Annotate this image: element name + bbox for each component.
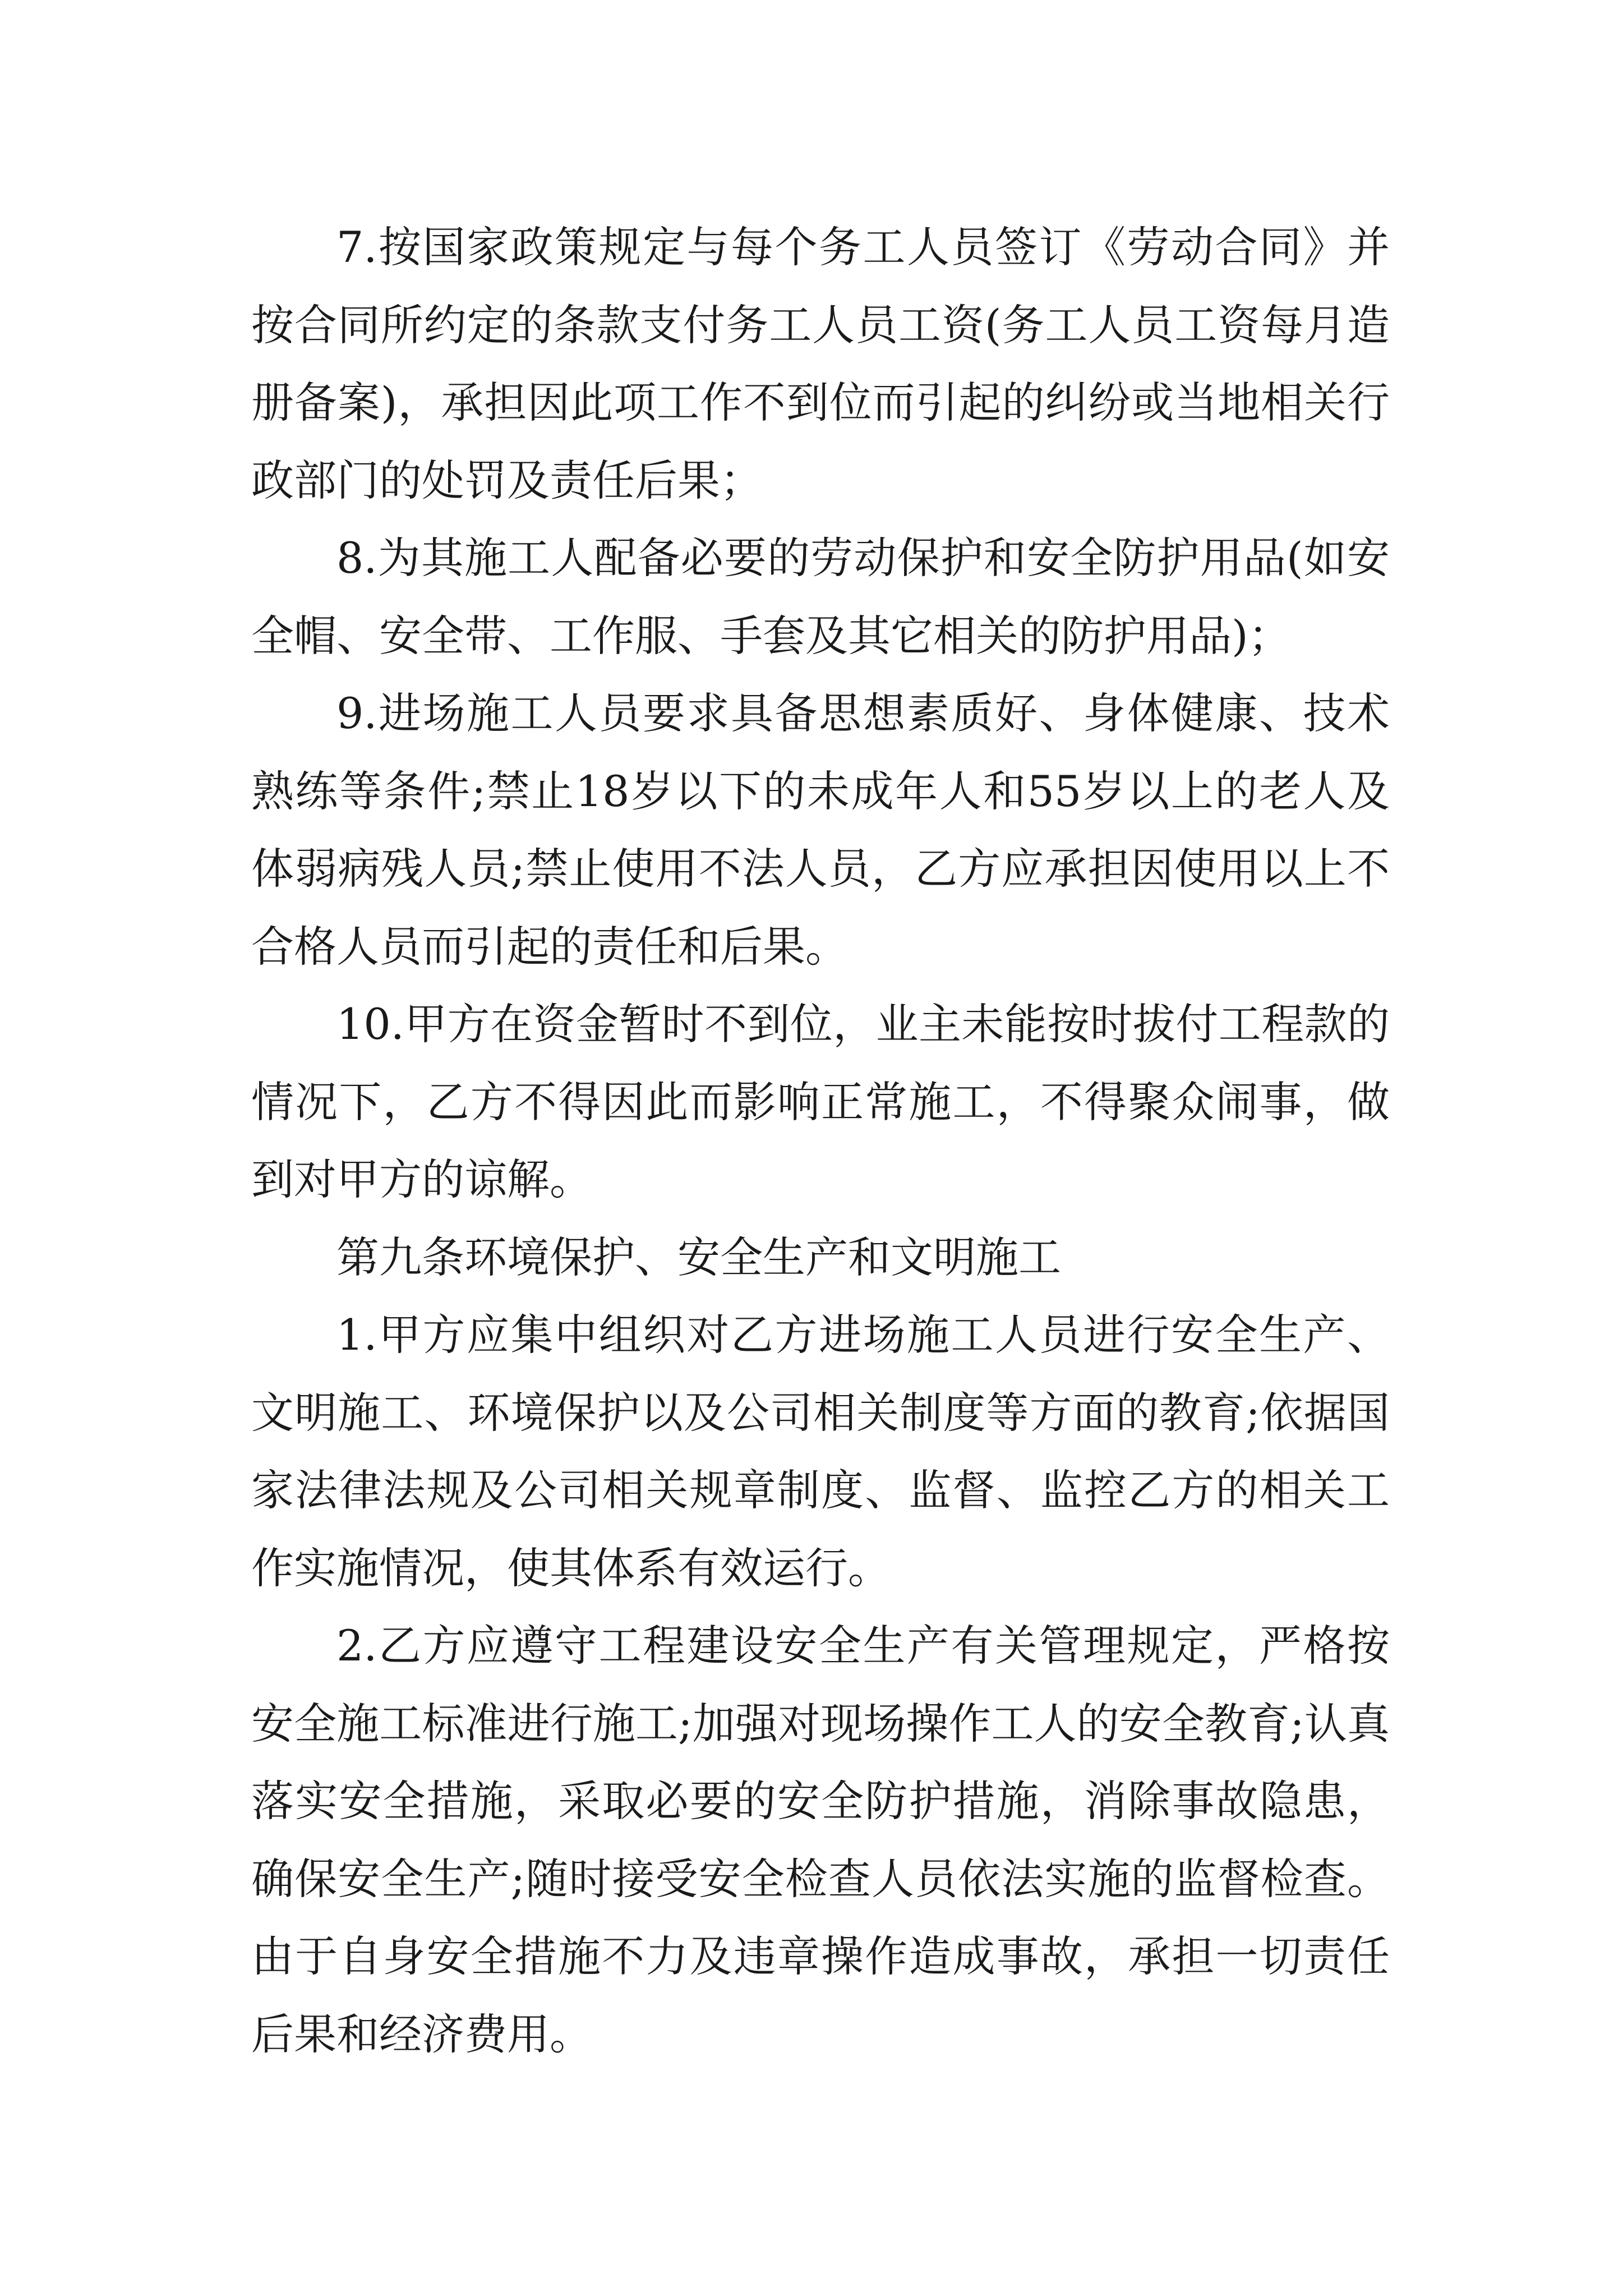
paragraph-item-10: 10.甲方在资金暂时不到位，业主未能按时拔付工程款的情况下，乙方不得因此而影响正常施工，不得聚众闹事，做到对甲方的谅解。 xyxy=(251,999,1390,1204)
paragraph-item-7: 7.按国家政策规定与每个务工人员签订《劳动合同》并按合同所约定的条款支付务工人员工资(务工人员工资每月造册备案)，承担因此项工作不到位而引起的纠纷或当地相关行政部门的处罚及责任后果； xyxy=(251,222,1390,505)
paragraph-item-1: 1.甲方应集中组织对乙方进场施工人员进行安全生产、文明施工、环境保护以及公司相关制度等方面的教育;依据国家法律法规及公司相关规章制度、监督、监控乙方的相关工作实施情况，使其体系有效运行。 xyxy=(251,1310,1390,1593)
section-heading-article-9: 第九条环境保护、安全生产和文明施工 xyxy=(336,1232,1061,1282)
document-body xyxy=(251,209,1390,2073)
paragraph-item-2: 2.乙方应遵守工程建设安全生产有关管理规定，严格按安全施工标准进行施工;加强对现场操作工人的安全教育;认真落实安全措施，采取必要的安全防护措施，消除事故隐患，确保安全生产;随时接受安全检查人员依法实施的监督检查。由于自身安全措施不力及违章操作造成事故，承担一切责任后果和经济费用。 xyxy=(251,1621,1390,2059)
paragraph-item-8: 8.为其施工人配备必要的劳动保护和安全防护用品(如安全帽、安全带、工作服、手套及其它相关的防护用品)； xyxy=(251,533,1390,661)
paragraph-item-9: 9.进场施工人员要求具备思想素质好、身体健康、技术熟练等条件;禁止18岁以下的未成年人和55岁以上的老人及体弱病残人员;禁止使用不法人员，乙方应承担因使用以上不合格人员而引起的责任和后果。 xyxy=(251,688,1390,972)
